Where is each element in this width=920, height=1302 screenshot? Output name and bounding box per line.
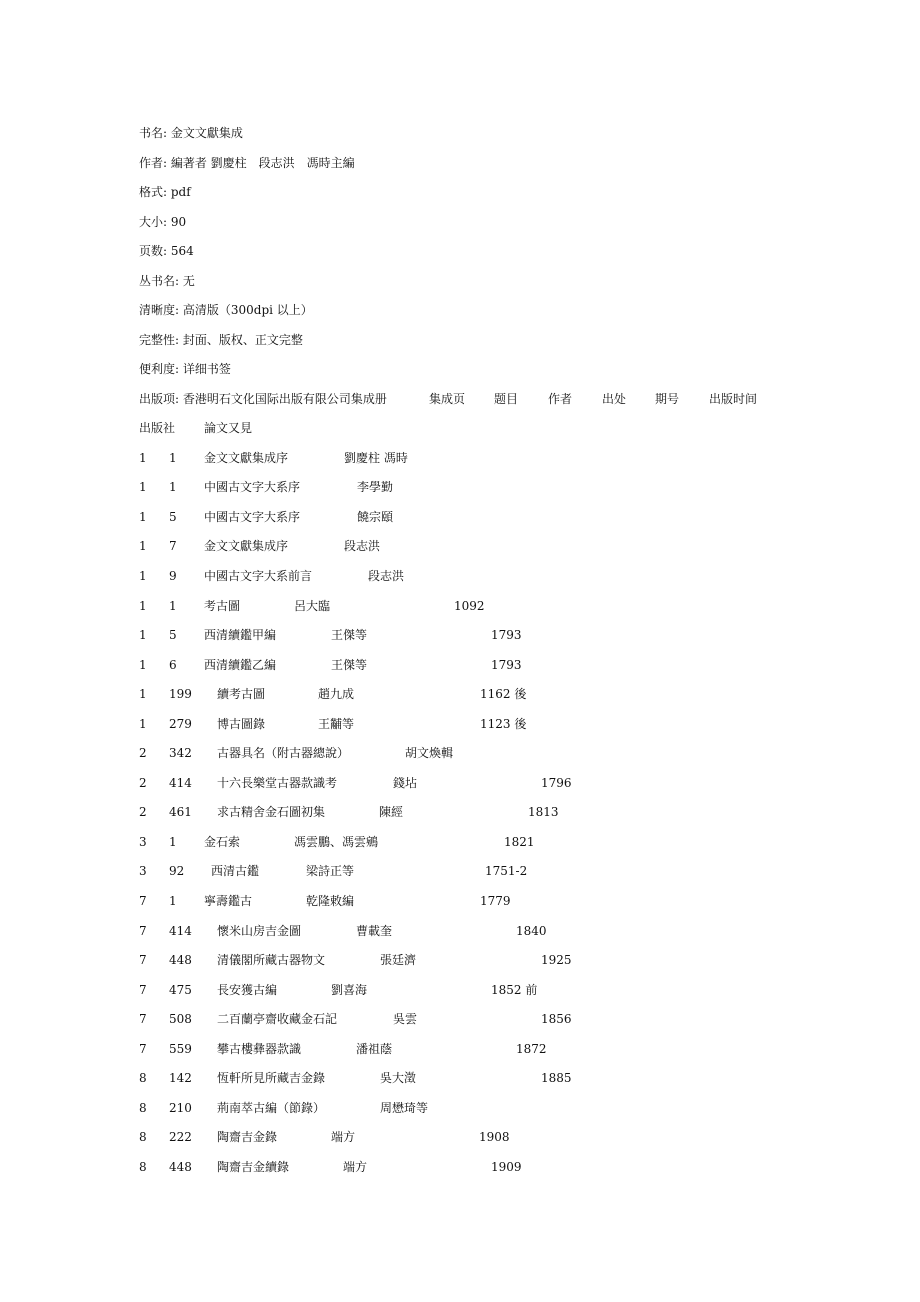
cell-volume: 1: [139, 717, 147, 731]
cell-page: 5: [169, 628, 177, 642]
cell-volume: 1: [139, 451, 147, 465]
cell-page: 461: [169, 805, 192, 819]
header-pub-date: 出版时间: [709, 392, 758, 406]
cell-date: 1123 後: [480, 717, 527, 731]
cell-page: 222: [169, 1130, 192, 1144]
cell-author: 周懋琦等: [380, 1101, 429, 1115]
table-row: [139, 832, 699, 852]
cell-volume: 1: [139, 510, 147, 524]
cell-title: 恆軒所見所藏吉金錄: [217, 1071, 326, 1085]
cell-author: 段志洪: [368, 569, 405, 583]
cell-date: 1885: [541, 1071, 572, 1085]
format-line: 格式: pdf: [139, 185, 191, 199]
cell-page: 508: [169, 1012, 192, 1026]
cell-volume: 7: [139, 953, 147, 967]
cell-author: 錢坫: [393, 776, 418, 790]
table-row: [139, 773, 699, 793]
table-row: [139, 980, 699, 1000]
table-row: [139, 1127, 699, 1147]
cell-author: 王黼等: [318, 717, 355, 731]
cell-date: 1925: [541, 953, 572, 967]
cell-page: 9: [169, 569, 177, 583]
table-row: [139, 950, 699, 970]
cell-title: 博古圖錄: [217, 717, 266, 731]
cell-author: 曹載奎: [356, 924, 393, 938]
header-publisher: 出版社: [139, 421, 176, 435]
cell-author: 劉喜海: [331, 983, 368, 997]
cell-author: 胡文煥輯: [405, 746, 454, 760]
header-author: 作者: [548, 392, 573, 406]
cell-date: 1751-2: [485, 864, 528, 878]
cell-volume: 1: [139, 599, 147, 613]
cell-author: 端方: [331, 1130, 356, 1144]
cell-page: 1: [169, 835, 177, 849]
cell-author: 趙九成: [318, 687, 355, 701]
cell-title: 二百蘭亭齋收藏金石記: [217, 1012, 338, 1026]
cell-title: 攀古樓彝器款識: [217, 1042, 302, 1056]
cell-date: 1856: [541, 1012, 572, 1026]
cell-title: 中國古文字大系序: [204, 480, 301, 494]
cell-page: 414: [169, 776, 192, 790]
cell-volume: 2: [139, 746, 147, 760]
cell-date: 1872: [516, 1042, 547, 1056]
cell-page: 414: [169, 924, 192, 938]
cell-date: 1908: [479, 1130, 510, 1144]
cell-author: 馮雲鵬、馮雲鵷: [294, 835, 379, 849]
cell-volume: 7: [139, 924, 147, 938]
cell-author: 饒宗頤: [357, 510, 394, 524]
cell-title: 寧壽鑑古: [204, 894, 253, 908]
cell-volume: 7: [139, 1042, 147, 1056]
cell-page: 279: [169, 717, 192, 731]
cell-volume: 1: [139, 480, 147, 494]
cell-page: 448: [169, 953, 192, 967]
cell-title: 西清續鑑甲編: [204, 628, 277, 642]
table-row: [139, 477, 699, 497]
cell-volume: 1: [139, 628, 147, 642]
cell-date: 1821: [504, 835, 535, 849]
cell-title: 懷米山房吉金圖: [217, 924, 302, 938]
cell-volume: 1: [139, 569, 147, 583]
cell-title: 荊南萃古編（節錄）: [217, 1101, 326, 1115]
header-title: 题目: [494, 392, 519, 406]
cell-title: 金文文獻集成序: [204, 539, 289, 553]
cell-author: 王傑等: [331, 658, 368, 672]
cell-date: 1793: [491, 658, 522, 672]
cell-title: 中國古文字大系序: [204, 510, 301, 524]
cell-title: 長安獲古編: [217, 983, 278, 997]
table-row: [139, 1068, 699, 1088]
convenience-line: 便利度: 详细书签: [139, 362, 231, 376]
cell-page: 142: [169, 1071, 192, 1085]
cell-date: 1779: [480, 894, 511, 908]
cell-page: 5: [169, 510, 177, 524]
header-issue: 期号: [655, 392, 680, 406]
cell-author: 潘祖蔭: [356, 1042, 393, 1056]
table-row: [139, 536, 699, 556]
cell-author: 王傑等: [331, 628, 368, 642]
cell-page: 7: [169, 539, 177, 553]
cell-page: 1: [169, 480, 177, 494]
cell-date: 1793: [491, 628, 522, 642]
cell-volume: 2: [139, 805, 147, 819]
table-row: [139, 625, 699, 645]
cell-date: 1796: [541, 776, 572, 790]
cell-page: 475: [169, 983, 192, 997]
table-row: [139, 596, 699, 616]
cell-page: 92: [169, 864, 185, 878]
cell-author: 呂大臨: [294, 599, 331, 613]
table-row: [139, 861, 699, 881]
table-row: [139, 1039, 699, 1059]
table-row: [139, 802, 699, 822]
cell-author: 段志洪: [344, 539, 381, 553]
cell-author: 陳經: [379, 805, 404, 819]
completeness-line: 完整性: 封面、版权、正文完整: [139, 333, 303, 347]
cell-title: 金文文獻集成序: [204, 451, 289, 465]
cell-author: 乾隆敕編: [306, 894, 355, 908]
cell-author: 吳雲: [393, 1012, 418, 1026]
cell-volume: 7: [139, 894, 147, 908]
publisher-header-line: [139, 389, 839, 409]
cell-volume: 3: [139, 835, 147, 849]
cell-title: 陶齋吉金續錄: [217, 1160, 290, 1174]
cell-author: 吳大澂: [380, 1071, 417, 1085]
cell-date: 1162 後: [480, 687, 527, 701]
table-row: [139, 714, 699, 734]
header-see-also: 論文又見: [204, 421, 253, 435]
cell-volume: 2: [139, 776, 147, 790]
cell-volume: 8: [139, 1160, 147, 1174]
cell-page: 6: [169, 658, 177, 672]
cell-title: 清儀閣所藏古器物文: [217, 953, 326, 967]
cell-date: 1909: [491, 1160, 522, 1174]
cell-page: 1: [169, 894, 177, 908]
cell-volume: 1: [139, 687, 147, 701]
cell-date: 1840: [516, 924, 547, 938]
table-row: [139, 566, 699, 586]
cell-date: 1852 前: [491, 983, 538, 997]
table-row: [139, 684, 699, 704]
cell-volume: 1: [139, 539, 147, 553]
table-row: [139, 448, 699, 468]
cell-page: 559: [169, 1042, 192, 1056]
cell-volume: 3: [139, 864, 147, 878]
clarity-line: 清晰度: 高清版（300dpi 以上）: [139, 303, 313, 317]
cell-title: 求古精舍金石圖初集: [217, 805, 326, 819]
cell-volume: 7: [139, 1012, 147, 1026]
cell-title: 中國古文字大系前言: [204, 569, 313, 583]
cell-page: 210: [169, 1101, 192, 1115]
cell-volume: 8: [139, 1071, 147, 1085]
cell-title: 金石索: [204, 835, 241, 849]
cell-title: 考古圖: [204, 599, 241, 613]
header-source: 出处: [602, 392, 627, 406]
author-line: 作者: 編著者 劉慶柱 段志洪 馮時主編: [139, 156, 355, 170]
pages-line: 页数: 564: [139, 244, 194, 258]
cell-page: 199: [169, 687, 192, 701]
cell-title: 西清續鑑乙編: [204, 658, 277, 672]
table-row: [139, 655, 699, 675]
publisher-prefix: 出版项: 香港明石文化国际出版有限公司集成册: [139, 392, 387, 406]
cell-volume: 7: [139, 983, 147, 997]
header-line-2: [139, 418, 439, 438]
cell-author: 梁詩正等: [306, 864, 355, 878]
cell-author: 李學勤: [357, 480, 394, 494]
cell-page: 448: [169, 1160, 192, 1174]
cell-title: 續考古圖: [217, 687, 266, 701]
table-row: [139, 921, 699, 941]
cell-volume: 8: [139, 1101, 147, 1115]
cell-date: 1813: [528, 805, 559, 819]
cell-page: 1: [169, 599, 177, 613]
cell-volume: 1: [139, 658, 147, 672]
cell-title: 西清古鑑: [211, 864, 260, 878]
table-row: [139, 743, 699, 763]
cell-page: 1: [169, 451, 177, 465]
header-vol-page: 集成页: [429, 392, 466, 406]
table-row: [139, 507, 699, 527]
size-line: 大小: 90: [139, 215, 187, 229]
table-row: [139, 1157, 699, 1177]
cell-title: 陶齋吉金錄: [217, 1130, 278, 1144]
cell-author: 劉慶柱 馮時: [344, 451, 408, 465]
cell-date: 1092: [454, 599, 485, 613]
table-row: [139, 1009, 699, 1029]
cell-title: 十六長樂堂古器款識考: [217, 776, 338, 790]
cell-title: 古器具名（附古器總說）: [217, 746, 350, 760]
cell-author: 端方: [343, 1160, 368, 1174]
series-line: 丛书名: 无: [139, 274, 195, 288]
cell-author: 張廷濟: [380, 953, 417, 967]
book-title-line: 书名: 金文文獻集成: [139, 126, 243, 140]
cell-volume: 8: [139, 1130, 147, 1144]
cell-page: 342: [169, 746, 192, 760]
table-row: [139, 1098, 699, 1118]
table-row: [139, 891, 699, 911]
